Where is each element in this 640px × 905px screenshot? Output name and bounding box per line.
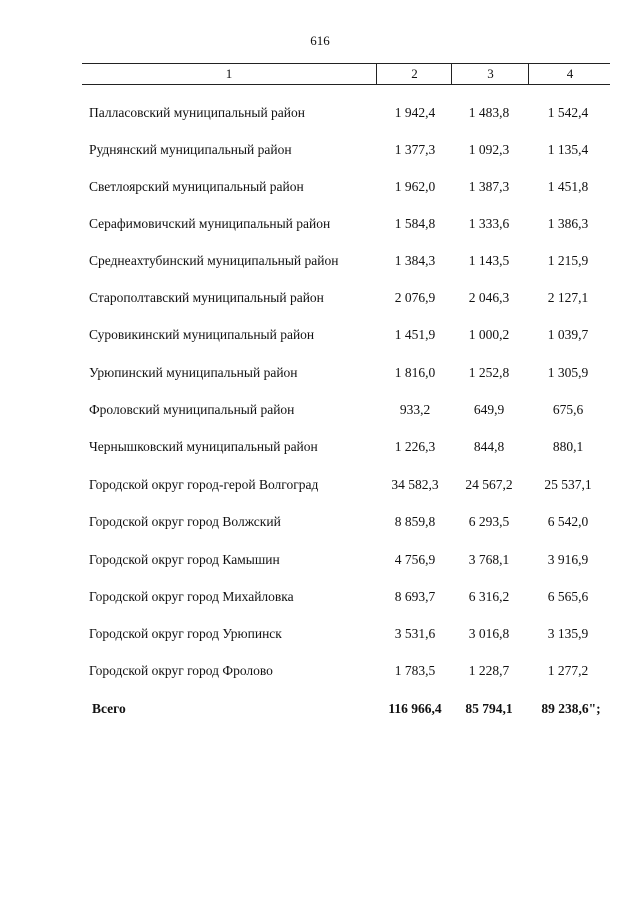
value-col-4: 25 537,1 xyxy=(544,477,592,492)
value-col-3: 1 252,8 xyxy=(468,365,510,380)
table-row xyxy=(0,661,640,681)
value-col-3: 6 316,2 xyxy=(468,589,510,604)
value-col-4: 6 542,0 xyxy=(547,514,589,529)
value-col-3: 1 228,7 xyxy=(468,663,510,678)
table-row xyxy=(0,475,640,495)
district-name: Серафимовичский муниципальный район xyxy=(89,216,331,231)
table-row xyxy=(0,437,640,457)
value-col-3: 1 483,8 xyxy=(468,105,510,120)
value-col-4: 1 305,9 xyxy=(547,365,589,380)
value-col-4: 1 386,3 xyxy=(547,216,589,231)
table-row xyxy=(0,550,640,570)
value-col-3: 649,9 xyxy=(473,402,505,417)
value-col-2: 1 584,8 xyxy=(394,216,436,231)
value-col-3: 1 387,3 xyxy=(468,179,510,194)
value-col-4: 675,6 xyxy=(552,402,584,417)
page-number: 616 xyxy=(310,33,330,48)
header-col-2: 2 xyxy=(376,64,452,84)
district-name: Городской округ город Урюпинск xyxy=(89,626,282,641)
value-col-4: 1 215,9 xyxy=(547,253,589,268)
value-col-4: 3 135,9 xyxy=(547,626,589,641)
table-row xyxy=(0,512,640,532)
table-header xyxy=(82,63,610,85)
district-name: Суровикинский муниципальный район xyxy=(89,327,315,342)
value-col-3: 24 567,2 xyxy=(465,477,513,492)
district-name: Городской округ город Волжский xyxy=(89,514,281,529)
table-row xyxy=(0,103,640,123)
total-col-4: 89 238,6"; xyxy=(541,701,601,716)
table-row xyxy=(0,400,640,420)
value-col-4: 1 451,8 xyxy=(547,179,589,194)
header-col-1: 1 xyxy=(225,66,233,81)
value-col-2: 1 384,3 xyxy=(394,253,436,268)
value-col-4: 1 135,4 xyxy=(547,142,589,157)
value-col-4: 6 565,6 xyxy=(547,589,589,604)
value-col-2: 3 531,6 xyxy=(394,626,436,641)
value-col-3: 1 333,6 xyxy=(468,216,510,231)
value-col-4: 3 916,9 xyxy=(547,552,589,567)
table-row xyxy=(0,140,640,160)
total-row xyxy=(0,699,640,719)
value-col-2: 1 816,0 xyxy=(394,365,436,380)
value-col-3: 3 768,1 xyxy=(468,552,510,567)
district-name: Городской округ город Фролово xyxy=(89,663,273,678)
value-col-2: 2 076,9 xyxy=(394,290,436,305)
value-col-4: 1 542,4 xyxy=(547,105,589,120)
table-row xyxy=(0,214,640,234)
value-col-3: 3 016,8 xyxy=(468,626,510,641)
value-col-2: 1 783,5 xyxy=(394,663,436,678)
value-col-3: 1 000,2 xyxy=(468,327,510,342)
table-row xyxy=(0,325,640,345)
value-col-2: 1 377,3 xyxy=(394,142,436,157)
district-name: Светлоярский муниципальный район xyxy=(89,179,304,194)
total-label: Всего xyxy=(92,701,126,716)
header-col-3: 3 xyxy=(451,64,529,84)
value-col-4: 880,1 xyxy=(552,439,584,454)
total-col-3: 85 794,1 xyxy=(465,701,513,716)
district-name: Городской округ город-герой Волгоград xyxy=(89,477,319,492)
district-name: Руднянский муниципальный район xyxy=(89,142,292,157)
value-col-2: 933,2 xyxy=(399,402,431,417)
value-col-2: 1 962,0 xyxy=(394,179,436,194)
table-row xyxy=(0,251,640,271)
header-col-4: 4 xyxy=(528,64,611,84)
table-row xyxy=(0,288,640,308)
table-row xyxy=(0,177,640,197)
district-name: Старополтавский муниципальный район xyxy=(89,290,324,305)
table-row xyxy=(0,363,640,383)
value-col-2: 8 693,7 xyxy=(394,589,436,604)
district-name: Урюпинский муниципальный район xyxy=(89,365,298,380)
value-col-3: 2 046,3 xyxy=(468,290,510,305)
district-name: Чернышковский муниципальный район xyxy=(89,439,318,454)
district-name: Среднеахтубинский муниципальный район xyxy=(89,253,339,268)
value-col-3: 844,8 xyxy=(473,439,505,454)
value-col-2: 1 942,4 xyxy=(394,105,436,120)
value-col-2: 34 582,3 xyxy=(391,477,439,492)
value-col-2: 4 756,9 xyxy=(394,552,436,567)
value-col-4: 1 039,7 xyxy=(547,327,589,342)
value-col-4: 1 277,2 xyxy=(547,663,589,678)
table-row xyxy=(0,624,640,644)
value-col-4: 2 127,1 xyxy=(547,290,589,305)
value-col-3: 1 143,5 xyxy=(468,253,510,268)
district-name: Городской округ город Камышин xyxy=(89,552,280,567)
value-col-2: 1 226,3 xyxy=(394,439,436,454)
table-row xyxy=(0,587,640,607)
district-name: Фроловский муниципальный район xyxy=(89,402,295,417)
total-col-2: 116 966,4 xyxy=(388,701,442,716)
value-col-3: 1 092,3 xyxy=(468,142,510,157)
district-name: Палласовский муниципальный район xyxy=(89,105,305,120)
value-col-2: 1 451,9 xyxy=(394,327,436,342)
value-col-2: 8 859,8 xyxy=(394,514,436,529)
value-col-3: 6 293,5 xyxy=(468,514,510,529)
district-name: Городской округ город Михайловка xyxy=(89,589,294,604)
